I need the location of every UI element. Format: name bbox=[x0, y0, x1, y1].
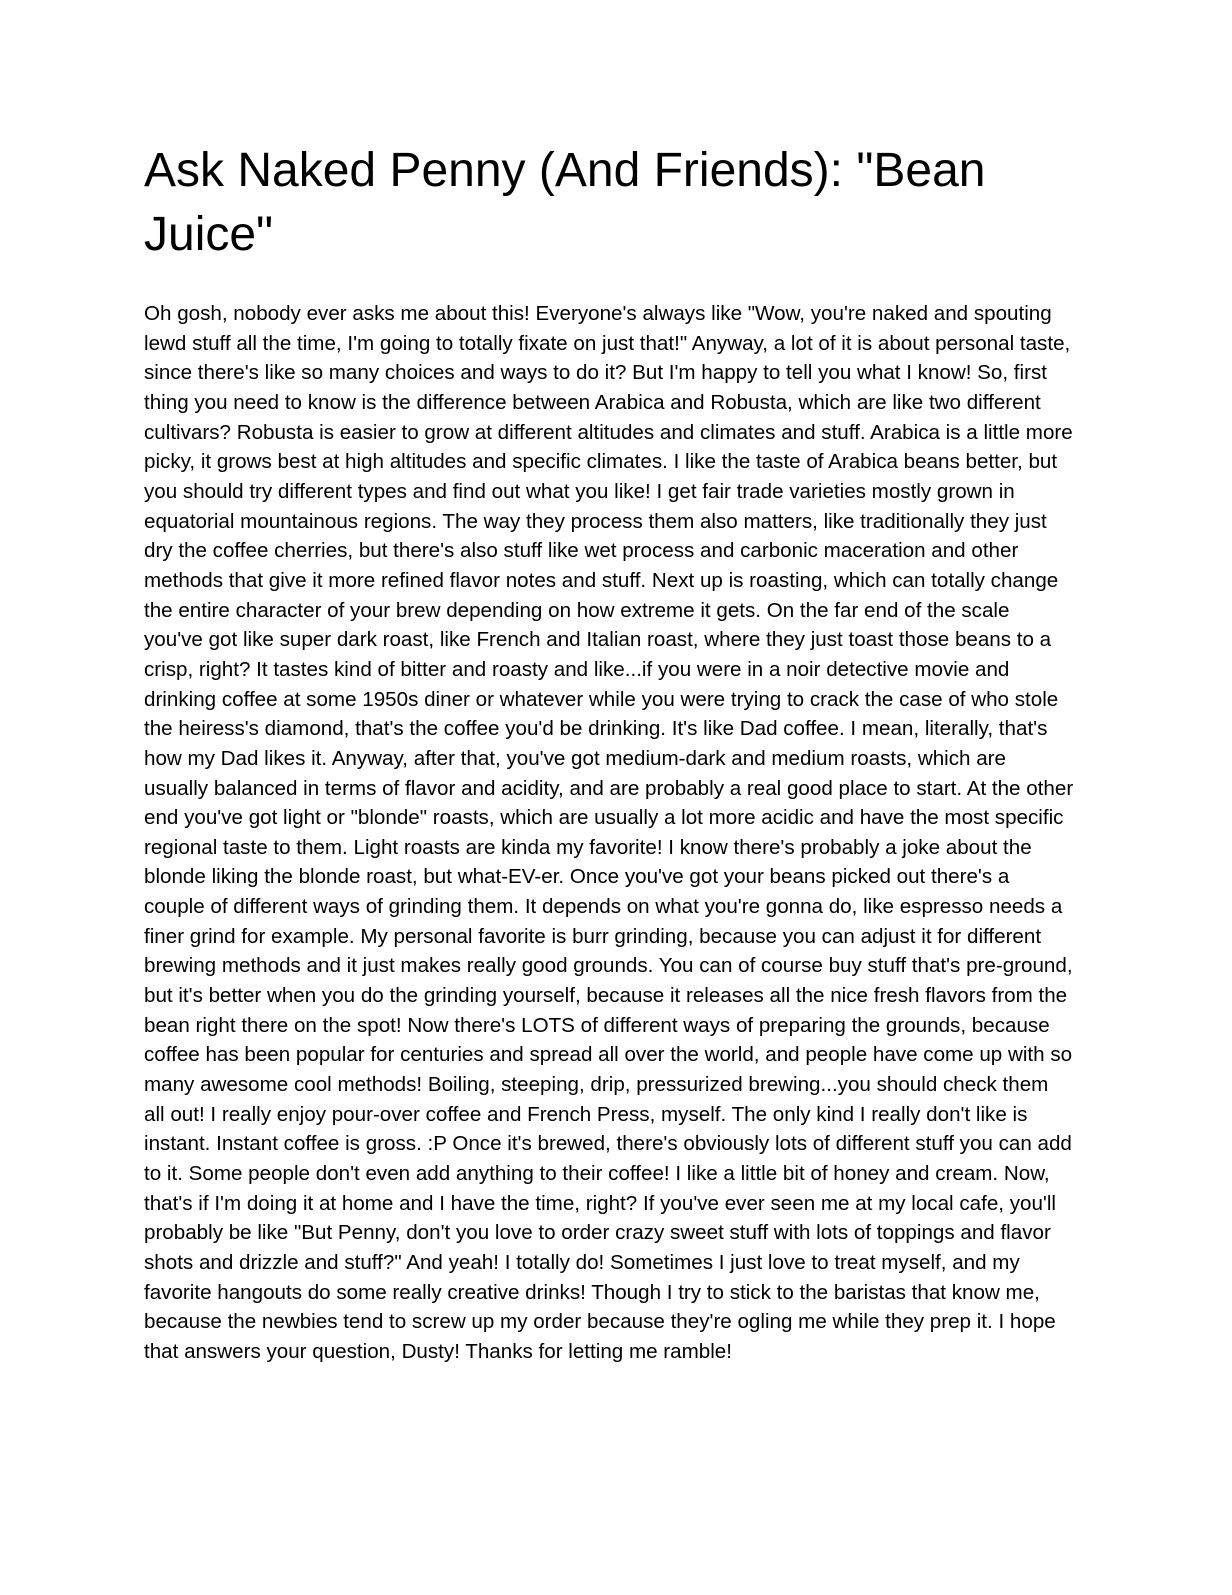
document-body-paragraph: Oh gosh, nobody ever asks me about this! Everyone's always like "Wow, you're naked and spouting lewd stuff all the time, I'm going to totally fixate on just that!" Anyway, a lot of it is about personal taste, since there's like so many choices and ways to do it? But I'm happy to tell you what I know! So, first thing you need to know is the difference between Arabica and Robusta, which are like two different cultivars? Robusta is easier to grow at different altitudes and climates and stuff. Arabica is a little more picky, it grows best at high altitudes and specific climates. I like the taste of Arabica beans better, but you should try different types and find out what you like! I get fair trade varieties mostly grown in equatorial mountainous regions. The way they process them also matters, like traditionally they just dry the coffee cherries, but there's also stuff like wet process and carbonic maceration and other methods that give it more refined flavor notes and stuff. Next up is roasting, which can totally change the entire character of your brew depending on how extreme it gets. On the far end of the scale you've got like super dark roast, like French and Italian roast, where they just toast those beans to a crisp, right? It tastes kind of bitter and roasty and like...if you were in a noir detective movie and drinking coffee at some 1950s diner or whatever while you were trying to crack the case of who stole the heiress's diamond, that's the coffee you'd be drinking. It's like Dad coffee. I mean, literally, that's how my Dad likes it. Anyway, after that, you've got medium-dark and medium roasts, which are usually balanced in terms of flavor and acidity, and are probably a real good place to start. At the other end you've got light or "blonde" roasts, which are usually a lot more acidic and have the most specific regional taste to them. Light roasts are kinda my favorite! I know there's probably a joke about the blonde liking the blonde roast, but what-EV-er. Once you've got your beans picked out there's a couple of different ways of grinding them. It depends on what you're gonna do, like espresso needs a finer grind for example. My personal favorite is burr grinding, because you can adjust it for different brewing methods and it just makes really good grounds. You can of course buy stuff that's pre-ground, but it's better when you do the grinding yourself, because it releases all the nice fresh flavors from the bean right there on the spot! Now there's LOTS of different ways of preparing the grounds, because coffee has been popular for centuries and spread all over the world, and people have come up with so many awesome cool methods! Boiling, steeping, drip, pressurized brewing...you should check them all out! I really enjoy pour-over coffee and French Press, myself. The only kind I really don't like is instant. Instant coffee is gross. :P Once it's brewed, there's obviously lots of different stuff you can add to it. Some people don't even add anything to their coffee! I like a little bit of honey and cream. Now, that's if I'm doing it at home and I have the time, right? If you've ever seen me at my local cafe, you'll probably be like "But Penny, don't you love to order crazy sweet stuff with lots of toppings and flavor shots and drizzle and stuff?" And yeah! I totally do! Sometimes I just love to treat myself, and my favorite hangouts do some really creative drinks! Though I try to stick to the baristas that know me, because the newbies tend to screw up my order because they're ogling me while they prep it. I hope that answers your question, Dusty! Thanks for letting me ramble! bbox=[144, 302, 1074, 1363]
document-title: Ask Naked Penny (And Friends): "Bean Juice" bbox=[144, 144, 986, 261]
document-content bbox=[144, 139, 1074, 1367]
